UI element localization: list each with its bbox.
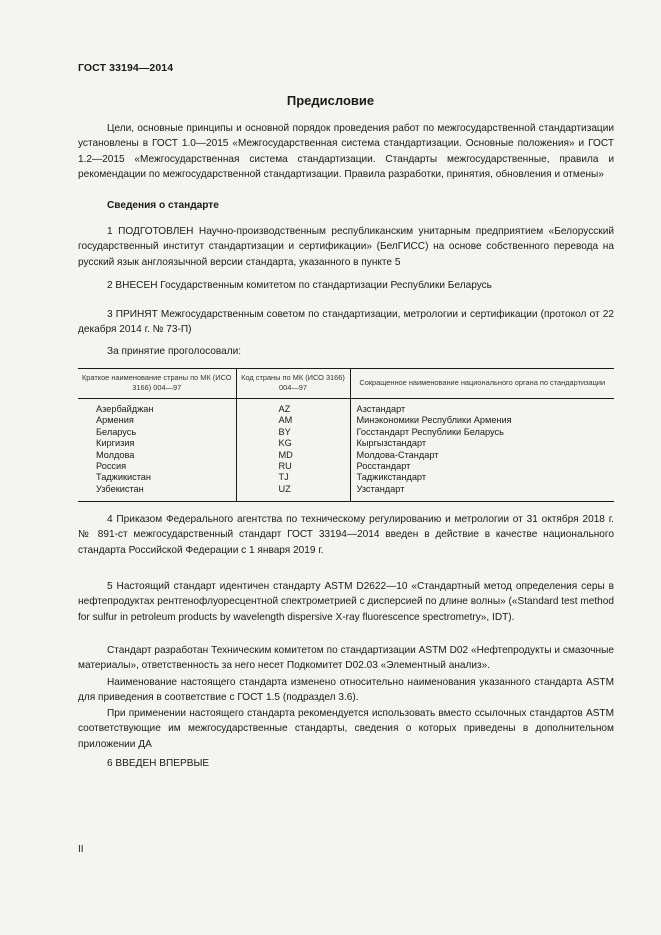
table-row <box>78 472 614 483</box>
body-cell: Узстандарт <box>350 484 614 502</box>
body-cell: Росстандарт <box>350 461 614 472</box>
code-cell: TJ <box>236 472 350 483</box>
item-2-submitted: 2 ВНЕСЕН Государственным комитетом по стандартизации Республики Беларусь <box>107 280 492 291</box>
body-cell: Кыргызстандарт <box>350 438 614 449</box>
table-row <box>78 484 614 502</box>
body-cell: Таджикстандарт <box>350 472 614 483</box>
standard-code: ГОСТ 33194—2014 <box>78 62 174 74</box>
info-heading: Сведения о стандарте <box>107 200 219 211</box>
page-title: Предисловие <box>286 93 375 108</box>
body-cell: Минэкономики Республики Армения <box>350 415 614 426</box>
item-1-prepared: 1 ПОДГОТОВЛЕН Научно-производственным республиканским унитарным предприятием «Белорусский государственный институт стандартизации и сертификации» (БелГИСС) на основе собственного перевода на русский язык англоязычной версии стандарта, указанного в пункте 5 <box>78 226 614 268</box>
body-cell: Госстандарт Республики Беларусь <box>350 427 614 438</box>
country-cell: Армения <box>96 415 134 426</box>
country-cell: Таджикистан <box>96 472 151 483</box>
table-row <box>78 427 614 438</box>
country-cell: Молдова <box>96 449 135 460</box>
code-cell: KG <box>236 438 350 449</box>
vote-table-header <box>78 369 614 399</box>
code-cell: RU <box>236 461 350 472</box>
country-cell: Киргизия <box>96 438 135 449</box>
code-cell: BY <box>236 427 350 438</box>
code-cell: MD <box>236 450 350 461</box>
voted-label: За принятие проголосовали: <box>107 346 242 357</box>
header-code: Код страны по МК (ИСО 3166) 004—97 <box>236 369 350 399</box>
item-5-references: При применении настоящего стандарта рекомендуется использовать вместо ссылочных стандартов ASTM соответствующие им межгосударственные стандарты, сведения о которых приведены в дополнительном приложении ДА <box>78 708 614 750</box>
vote-table <box>78 368 614 502</box>
item-6-introduced: 6 ВВЕДЕН ВПЕРВЫЕ <box>107 758 210 769</box>
item-5-name-changed: Наименование настоящего стандарта изменено относительно наименования указанного стандарта ASTM для приведения в соответствие с ГОСТ 1.5 (подраздел 3.6). <box>78 677 614 704</box>
table-row <box>78 399 614 416</box>
header-body: Сокращенное наименование национального органа по стандартизации <box>350 369 614 399</box>
country-cell: Россия <box>96 461 127 472</box>
country-cell: Азербайджан <box>96 404 154 414</box>
body-cell: Азстандарт <box>350 399 614 416</box>
header-country: Краткое наименование страны по МК (ИСО 3166) 004—97 <box>78 369 236 399</box>
country-cell: Беларусь <box>96 426 137 437</box>
item-3-adopted: 3 ПРИНЯТ Межгосударственным советом по стандартизации, метрологии и сертификации (протокол от 22 декабря 2014 г. № 73-П) <box>78 309 614 336</box>
intro-paragraph: Цели, основные принципы и основной порядок проведения работ по межгосударственной стандартизации установлены в ГОСТ 1.0—2015 «Межгосударственная система стандартизации. Основные положения» и ГОСТ 1.2—2015 «Межгосударственная система стандартизации. Стандарты межгосударственные, правила и рекомендации по межгосударственной стандартизации. Правила разработки, принятия, обновления и отмены» <box>78 123 614 181</box>
item-5-identical: 5 Настоящий стандарт идентичен стандарту ASTM D2622—10 «Стандартный метод определения серы в нефтепродуктах рентгенофлуоресцентной спектрометрией с дисперсией по длине волны» («Standard test method for sulfur in petroleum products by wavelength dispersive X-ray fluorescence spectrometry», IDT). <box>78 581 614 623</box>
code-cell: AM <box>236 415 350 426</box>
item-4-order: 4 Приказом Федерального агентства по техническому регулированию и метрологии от 31 октября 2018 г. № 891-ст межгосударственный стандарт ГОСТ 33194—2014 введен в действие в качестве национального стандарта Российской Федерации с 1 января 2019 г. <box>78 514 614 556</box>
table-row <box>78 461 614 472</box>
code-cell: AZ <box>236 399 350 416</box>
table-row <box>78 450 614 461</box>
page-number: II <box>78 844 84 855</box>
item-5-developed-by: Стандарт разработан Техническим комитетом по стандартизации ASTM D02 «Нефтепродукты и смазочные материалы», ответственность за него несет Подкомитет D02.03 «Элементный анализ». <box>78 645 614 672</box>
table-row <box>78 415 614 426</box>
table-row <box>78 438 614 449</box>
body-cell: Молдова-Стандарт <box>350 450 614 461</box>
country-cell: Узбекистан <box>78 484 236 502</box>
code-cell: UZ <box>236 484 350 502</box>
